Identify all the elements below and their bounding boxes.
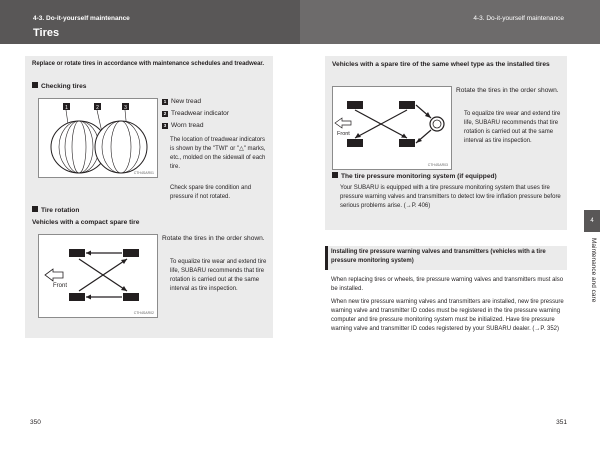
square-bullet-icon — [332, 172, 338, 178]
front-left-tire — [69, 249, 85, 257]
compact-rotation-figure — [38, 234, 158, 318]
svg-text:3: 3 — [124, 105, 127, 111]
checking-tires-heading: Checking tires — [32, 82, 86, 92]
front-arrow-icon — [335, 118, 351, 128]
page-title: Tires — [33, 27, 60, 39]
svg-text:2: 2 — [96, 105, 99, 111]
new-valves-paragraph: When new tire pressure warning valves and transmitters are installed, new tire pressure warning valve and transmitter ID codes must be registered in the tire pressure warning computer and tire pressure monitoring system must be initialized. Have tire pressure warning valve and transmitter ID codes registered by your SUBARU dealer. (→P. 352) — [331, 299, 564, 332]
same-wheel-rotation-svg — [333, 87, 451, 169]
front-left-tire — [347, 101, 363, 109]
installing-valves-heading: Installing tire pressure warning valves and transmitters (vehicles with a tire pressure monitoring system) — [331, 249, 546, 264]
svg-text:1: 1 — [65, 105, 68, 111]
rotation-note: To equalize tire wear and extend tire life, SUBARU recommends that tire rotation is carried out at the same interval as tire inspection. — [170, 259, 267, 292]
compact-rotation-svg — [39, 235, 157, 317]
section-subtitle: 4-3. Do-it-yourself maintenance — [33, 15, 130, 22]
page-number-right: 351 — [556, 419, 567, 426]
compact-spare-heading: Vehicles with a compact spare tire — [32, 219, 140, 226]
same-wheel-rotation-figure — [332, 86, 452, 170]
page-number-left: 350 — [30, 419, 41, 426]
legend-item-worn-tread: 3 Worn tread — [163, 122, 204, 129]
replacing-tires-paragraph: When replacing tires or wheels, tire pressure warning valves and transmitters must also be installed. — [331, 277, 564, 292]
tire-tread-svg — [39, 99, 157, 177]
square-bullet-icon — [32, 82, 38, 88]
legend-number: 3 — [163, 123, 167, 128]
header-band-right — [300, 0, 600, 44]
chapter-label: Maintenance and care — [590, 238, 597, 303]
rear-right-tire — [123, 293, 139, 301]
spare-tire-note: Check spare tire condition and pressure if not rotated. — [170, 185, 252, 200]
intro-text: Replace or rotate tires in accordance with maintenance schedules and treadwear. — [32, 61, 265, 67]
legend-number: 1 — [163, 99, 167, 104]
front-right-tire — [347, 139, 363, 147]
front-label: Front — [53, 283, 68, 289]
legend-item-new-tread: 1 New tread — [163, 98, 202, 105]
legend-number: 2 — [163, 111, 167, 116]
front-right-tire — [69, 293, 85, 301]
rear-left-tire — [399, 101, 415, 109]
chapter-tab[interactable]: 4 — [584, 210, 600, 232]
same-wheel-heading: Vehicles with a spare tire of the same wheel type as the installed tires — [332, 61, 550, 68]
treadwear-note: The location of treadwear indicators is shown by the "TWI" or "△" marks, etc., molded on the sidewall of each tire. — [170, 137, 266, 170]
rotate-instruction: Rotate the tires in the order shown. — [162, 235, 265, 242]
tire-rotation-heading: Tire rotation — [32, 206, 79, 216]
front-arrow-icon — [45, 269, 63, 281]
spare-tire-shape — [430, 117, 444, 131]
rear-right-tire — [399, 139, 415, 147]
figure-code: CTH4SAR02 — [133, 311, 154, 315]
rotation-note-right: To equalize tire wear and extend tire life, SUBARU recommends that tire rotation is carried out at the same interval as tire inspection. — [464, 111, 561, 144]
section-subtitle-right: 4-3. Do-it-yourself maintenance — [473, 15, 564, 22]
front-label: Front — [337, 131, 350, 137]
figure-code: CTH4SAR01 — [133, 171, 154, 175]
tpms-heading: The tire pressure monitoring system (if equipped) — [332, 172, 497, 182]
rear-left-tire — [123, 249, 139, 257]
figure-code: CTH4SAR03 — [427, 163, 448, 167]
tire-tread-figure — [38, 98, 158, 178]
legend-item-treadwear-indicator: 2 Treadwear indicator — [163, 110, 230, 117]
square-bullet-icon — [32, 206, 38, 212]
worn-tire-shape — [95, 121, 147, 173]
rotate-instruction-right: Rotate the tires in the order shown. — [456, 87, 559, 94]
tpms-text: Your SUBARU is equipped with a tire pressure monitoring system that uses tire pressure warning valves and transmitters to detect low tire inflation pressure before serious problems arise. (→P. 406) — [340, 185, 561, 209]
